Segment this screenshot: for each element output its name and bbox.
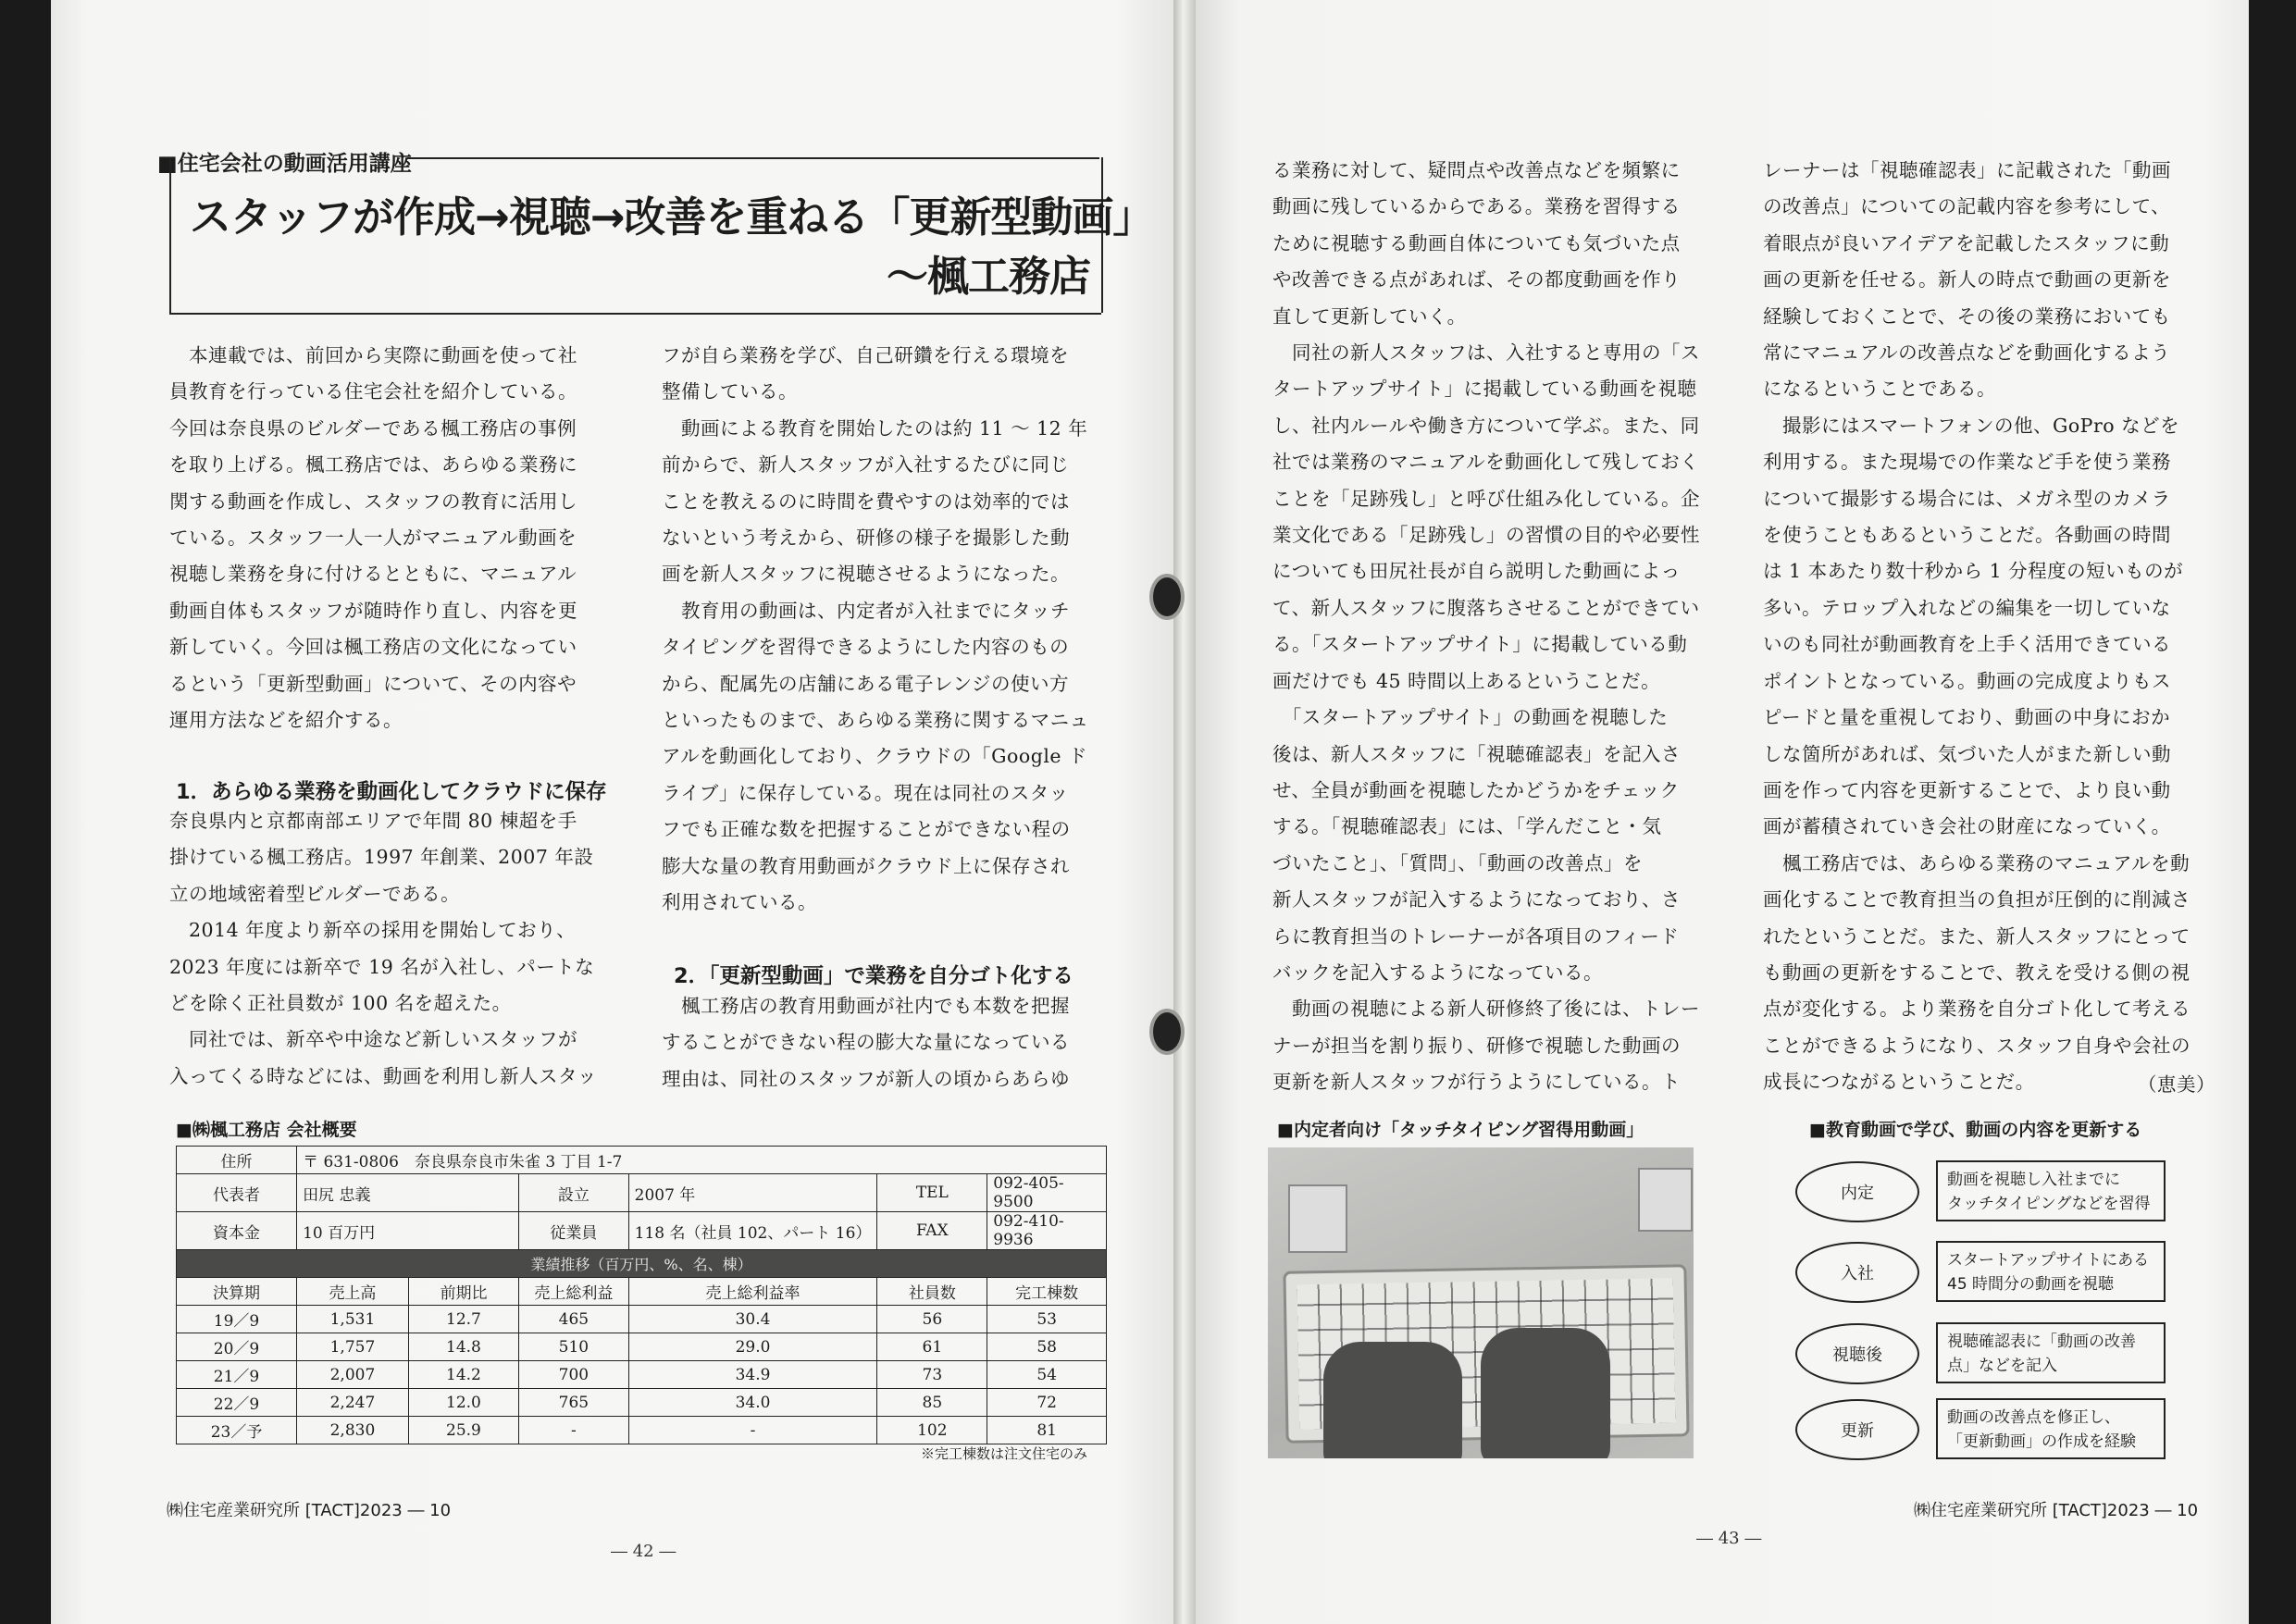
col4-body: レーナーは「視聴確認表」に記載された「動画 の改善点」についての記載内容を参考にして、 着眼点が良いアイデアを記載したスタッフに動 画の更新を任せる。新人の時点で動画の更新を 経験しておくことで、その後の業務においても 常にマニュアルの改善点などを動画化するよう になるということである。 撮影にはスマートフォンの他、GoPro などを 利用する。また現場での作業など手を使う業務 について撮影する場合には、メガネ型のカメラ を使うこともあるということだ。各動画の時間 は 1 本あたり数十秒から 1 分程度の短いものが 多い。テロップ入れなどの編集を一切していな いのも同社が動画教育を上手く活用できている ポイントとなっている。動画の完成度よりもス ピードと量を重視しており、動画の中身におか しな箇所があれば、気づいた人がまた新しい動 画を作って内容を更新することで、より良い動 画が蓄積されていき会社の財産になっていく。 楓工務店では、あらゆる業務のマニュアルを動 画化することで教育担当の負担が圧倒的に削減さ れたということだ。また、新人スタッフにとって も動画の更新をすることで、教えを受ける側の視 点が変化する。より業務を自分ゴト化して考える ことができるようになり、スタッフ自身や会社の 成長につながるということだ。 [1763,159,2191,1094]
table-cell: 14.8 [408,1333,518,1361]
table-cell: 25.9 [408,1417,518,1444]
col3-body: る業務に対して、疑問点や改善点などを頻繁に 動画に残しているからである。業務を習得する ために視聴する動画自体についても気づいた点 や改善できる点があれば、その都度動画を作り 直して更新していく。 同社の新人スタッフは、入社すると専用の「ス タートアップサイト」に掲載している動画を視聴 し、社内ルールや働き方について学ぶ。また、同 社では業務のマニュアルを動画化して残しておく ことを「足跡残し」と呼び仕組み化している。企 業文化である「足跡残し」の習慣の目的や必要性 についても田尻社長が自ら説明した動画によっ て、新人スタッフに腹落ちさせることができてい る。「スタートアップサイト」に掲載している動 画だけでも 45 時間以上あるということだ。 「スタートアップサイト」の動画を視聴した 後は、新人スタッフに「視聴確認表」を記入さ せ、全員が動画を視聴したかどうかをチェック する。「視聴確認表」には、「学んだこと・気 づいたこと」、「質問」、「動画の改善点」を 新人スタッフが記入するようになっており、さ らに教育担当のトレーナーが各項目のフィード バックを記入するようになっている。 動画の視聴による新人研修終了後には、トレー ナーが担当を割り振り、研修で視聴した動画の 更新を新人スタッフが行うようにしている。ト [1272,159,1700,1094]
fax-value: 092-410-9936 [987,1212,1107,1250]
table-cell: 22／9 [177,1389,297,1417]
table-cell: 1,757 [297,1333,409,1361]
tel-value: 092-405-9500 [987,1174,1107,1212]
table-cell: 34.9 [628,1361,877,1389]
rep-label: 代表者 [177,1174,297,1212]
table-row [177,1361,1107,1389]
table-cell: 72 [987,1389,1107,1417]
left-page-number: ― 42 ― [611,1542,676,1561]
table-cell: 2,247 [297,1389,409,1417]
table-note: ※完工棟数は注文住宅のみ [921,1445,1088,1462]
employees-label: 従業員 [519,1212,629,1250]
table-row [177,1389,1107,1417]
binding-hole-icon [1149,1009,1185,1055]
flow-caption: ■教育動画で学び、動画の内容を更新する [1809,1120,2142,1140]
section2-heading: 2．「更新型動画」で業務を自分ゴト化する [674,964,1074,988]
table-cell: 21／9 [177,1361,297,1389]
table-cell: 61 [877,1333,987,1361]
binding-hole-icon [1149,574,1185,620]
table-header: 売上総利益 [519,1278,629,1306]
table-header: 前期比 [408,1278,518,1306]
table-cell: 23／予 [177,1417,297,1444]
table-cell: 58 [987,1333,1107,1361]
right-footer: ㈱住宅産業研究所 [TACT]2023 ― 10 [1914,1501,2199,1520]
table-header: 決算期 [177,1278,297,1306]
capital-label: 資本金 [177,1212,297,1250]
table-row [177,1306,1107,1333]
table-cell: 765 [519,1389,629,1417]
table-cell: 54 [987,1361,1107,1389]
table-cell: 20／9 [177,1333,297,1361]
table-cell: 85 [877,1389,987,1417]
flow-stage-shichogo: 視聴後 [1795,1323,1919,1384]
capital-value: 10 百万円 [297,1212,519,1250]
performance-band: 業績推移（百万円、%、名、棟） [177,1250,1107,1278]
est-value: 2007 年 [628,1174,877,1212]
flow-stage-nyusha: 入社 [1795,1242,1919,1303]
table-cell: 1,531 [297,1306,409,1333]
tel-label: TEL [877,1174,987,1212]
addr-value: 〒 631-0806 奈良県奈良市朱雀 3 丁目 1-7 [297,1147,1107,1174]
flow-stage-naitei: 内定 [1795,1161,1919,1222]
table-cell: - [628,1417,877,1444]
table-cell: 12.0 [408,1389,518,1417]
section1-heading: 1．あらゆる業務を動画化してクラウドに保存 [176,780,607,804]
book-spine [1173,0,1196,1624]
col1-body: 奈良県内と京都南部エリアで年間 80 棟超を手 掛けている楓工務店。1997 年創業、2007 年設 立の地域密着型ビルダーである。 2014 年度より新卒の採用を開始しており、 2023 年度には新卒で 19 名が入社し、パートな どを除く正社員数が 100 名を超えた。 同社では、新卒や中途など新しいスタッフが 入ってくる時などには、動画を利用し新人スタッ [169,810,597,1087]
addr-label: 住所 [177,1147,297,1174]
article-title-line1: スタッフが作成→視聴→改善を重ねる「更新型動画」 [190,192,1154,242]
flow-stage-koshin: 更新 [1795,1399,1919,1460]
table-cell: 19／9 [177,1306,297,1333]
col2-body: フが自ら業務を学び、自己研鑽を行える環境を 整備している。 動画による教育を開始したのは約 11 ～ 12 年 前からで、新人スタッフが入社するたびに同じ ことを教えるのに時間を費やすのは効率的では ないという考えから、研修の様子を撮影した動 画を新人スタッフに視聴させるようになった。 教育用の動画は、内定者が入社までにタッチ タイピングを習得できるようにした内容のもの から、配属先の店舗にある電子レンジの使い方 といったものまで、あらゆる業務に関するマニュ アルを動画化しており、クラウドの「Google ド ライブ」に保存している。現在は同社のスタッ フでも正確な数を把握することができない程の 膨大な量の教育用動画がクラウド上に保存され 利用されている。 [662,344,1089,914]
table-cell: 29.0 [628,1333,877,1361]
table-cell: 30.4 [628,1306,877,1333]
est-label: 設立 [519,1174,629,1212]
table-cell: 2,007 [297,1361,409,1389]
employees-value: 118 名（社員 102、パート 16） [628,1212,877,1250]
table-cell: - [519,1417,629,1444]
table-cell: 81 [987,1417,1107,1444]
fax-label: FAX [877,1212,987,1250]
table-cell: 73 [877,1361,987,1389]
table-header: 完工棟数 [987,1278,1107,1306]
table-cell: 14.2 [408,1361,518,1389]
typing-video-photo [1268,1147,1694,1458]
rep-value: 田尻 忠義 [297,1174,519,1212]
flow-step-naitei: 動画を視聴し入社までに タッチタイピングなどを習得 [1936,1160,2166,1221]
photo-caption: ■内定者向け「タッチタイピング習得用動画」 [1277,1120,1644,1140]
col2-body2: 楓工務店の教育用動画が社内でも本数を把握 することができない程の膨大な量になっている 理由は、同社のスタッフが新人の頃からあらゆ [662,995,1070,1090]
table-cell: 53 [987,1306,1107,1333]
right-page-number: ― 43 ― [1696,1529,1762,1548]
table-cell: 12.7 [408,1306,518,1333]
intro-paragraph: 本連載では、前回から実際に動画を使って社 員教育を行っている住宅会社を紹介している。 今回は奈良県のビルダーである楓工務店の事例 を取り上げる。楓工務店では、あらゆる業務に 関する動画を作成し、スタッフの教育に活用し ている。スタッフ一人一人がマニュアル動画を 視聴し業務を身に付けるとともに、マニュアル 動画自体もスタッフが随時作り直し、内容を更 新していく。今回は楓工務店の文化になってい るという「更新型動画」について、その内容や 運用方法などを紹介する。 [169,344,577,732]
table-header: 社員数 [877,1278,987,1306]
flow-step-nyusha: スタートアップサイトにある 45 時間分の動画を視聴 [1936,1241,2166,1302]
table-cell: 700 [519,1361,629,1389]
flow-step-shichogo: 視聴確認表に「動画の改善 点」などを記入 [1936,1322,2166,1383]
table-cell: 510 [519,1333,629,1361]
table-cell: 2,830 [297,1417,409,1444]
table-cell: 34.0 [628,1389,877,1417]
table-header: 売上高 [297,1278,409,1306]
series-label: ■住宅会社の動画活用講座 [157,152,412,176]
table-header: 売上総利益率 [628,1278,877,1306]
table-row [177,1417,1107,1444]
table-cell: 465 [519,1306,629,1333]
table-cell: 102 [877,1417,987,1444]
table-row [177,1333,1107,1361]
table-cell: 56 [877,1306,987,1333]
left-footer: ㈱住宅産業研究所 [TACT]2023 ― 10 [167,1501,452,1520]
company-caption: ■㈱楓工務店 会社概要 [176,1120,357,1140]
flow-step-koshin: 動画の改善点を修正し、 「更新動画」の作成を経験 [1936,1398,2166,1459]
author: （恵美） [2138,1073,2215,1096]
article-title-line2: ～楓工務店 [887,252,1091,301]
company-table [176,1146,1107,1444]
